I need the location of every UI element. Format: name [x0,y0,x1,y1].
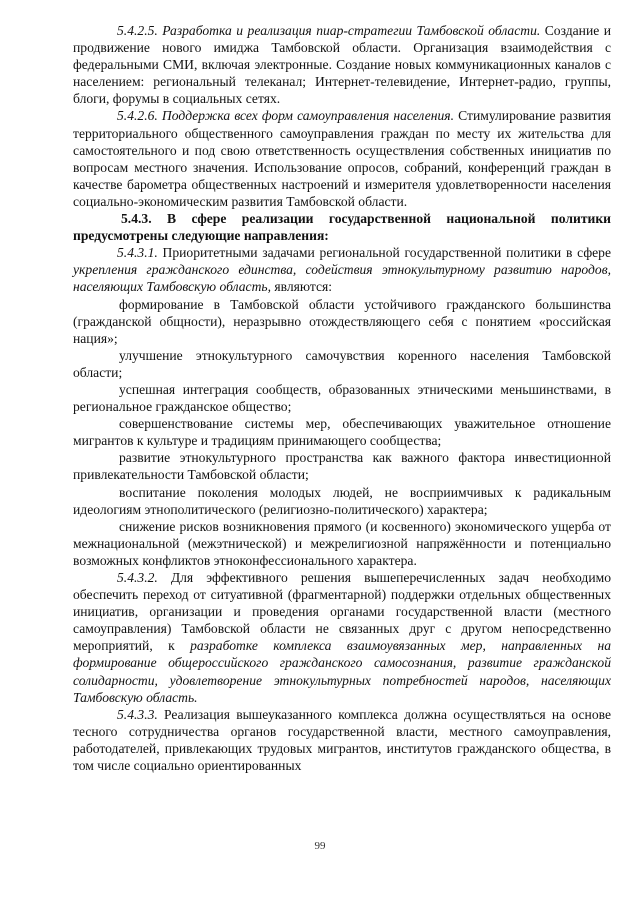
document-page [73,22,611,774]
paragraph-lead: 5.4.2.5. Разработка и реализация пиар-стратегии Тамбовской области. [117,23,541,38]
list-item: воспитание поколения молодых людей, не восприимчивых к радикальным идеологиям этнополитического (религиозно-политического) характера; [73,484,611,517]
list-item: развитие этнокультурного пространства как важного фактора инвестиционной привлекательности Тамбовской области; [73,450,611,483]
page-number: 99 [314,840,326,852]
paragraph-5-4-2-6 [73,107,611,210]
list-item: совершенствование системы мер, обеспечивающих уважительное отношение мигрантов к культуре и традициям принимающего сообщества; [73,416,611,449]
list-item: формирование в Тамбовской области устойчивого гражданского большинства (гражданской общности), неразрывно отождествляющего себя с понятием «российская нация»; [73,296,611,346]
paragraph-lead: 5.4.2.6. Поддержка всех форм самоуправления населения. [117,108,454,124]
paragraph-lead: 5.4.3.3. [117,706,158,722]
paragraph-emphasis: разработке комплекса взаимоувязанных мер, направленных на формирование общероссийского гражданского самосознания, развитие гражданской солидарности, удовлетворение этнокультурных потребностей народов, населяющих Тамбовскую область. [73,638,611,705]
heading-text: 5.4.3. В сфере реализации государственной национальной политики предусмотрены следующие направления: [73,211,611,244]
paragraph-text: Приоритетными задачами региональной государственной политики в сфере [157,245,611,261]
list-item: улучшение этнокультурного самочувствия коренного населения Тамбовской области; [73,347,611,380]
paragraph-body: Стимулирование развития территориального общественного самоуправления граждан по месту их жительства для самостоятельного и под свою ответственность осуществления собственных инициатив по вопросам местного значения. Использование опросов, собраний, конференций граждан в качестве барометра общественных настроений и измерителя удовлетворенности населения социально-экономическим развития Тамбовской области. [73,108,611,209]
paragraph-lead: 5.4.3.2. [117,570,158,585]
paragraph-lead: 5.4.3.1. [117,245,158,261]
section-heading [73,210,611,244]
paragraph-emphasis: укрепления гражданского единства, содействия этнокультурному развитию народов, населяющих Тамбовскую область, [73,262,611,295]
paragraph-5-4-3-1 [73,244,611,295]
paragraph-5-4-3-3 [73,706,611,774]
list-item: снижение рисков возникновения прямого (и косвенного) экономического ущерба от межнациональной (межэтнической) и межрелигиозной напряжённости и потенциально возможных конфликтов этноконфессионального характера. [73,518,611,568]
paragraph-text: Для эффективного решения вышеперечисленных задач необходимо обеспечить переход от ситуативной (фрагментарной) поддержки отдельных общественных инициатив, организации и проведения органами государственной власти (местного самоуправления) Тамбовской области не связанных друг с другом непосредственно мероприятий, к [73,570,611,654]
paragraph-5-4-2-5 [73,22,611,107]
paragraph-body: Создание и продвижение нового имиджа Тамбовской области. Организация взаимодействия с федеральными СМИ, включая электронные. Создание новых коммуникационных каналов с населением: региональный телеканал; Интернет-телевидение, Интернет-радио, группы, блоги, форумы в социальных сетях. [73,23,611,107]
paragraph-5-4-3-2 [73,569,611,706]
list-item: успешная интеграция сообществ, образованных этническими меньшинствами, в региональное гражданское общество; [73,381,611,415]
paragraph-text: являются: [270,279,333,295]
paragraph-text: Реализация вышеуказанного комплекса должна осуществляться на основе тесного сотрудничества органов государственной власти, местного самоуправления, работодателей, привлекающих трудовых мигрантов, институтов гражданского общества, в том числе социально ориентированных [73,706,611,774]
